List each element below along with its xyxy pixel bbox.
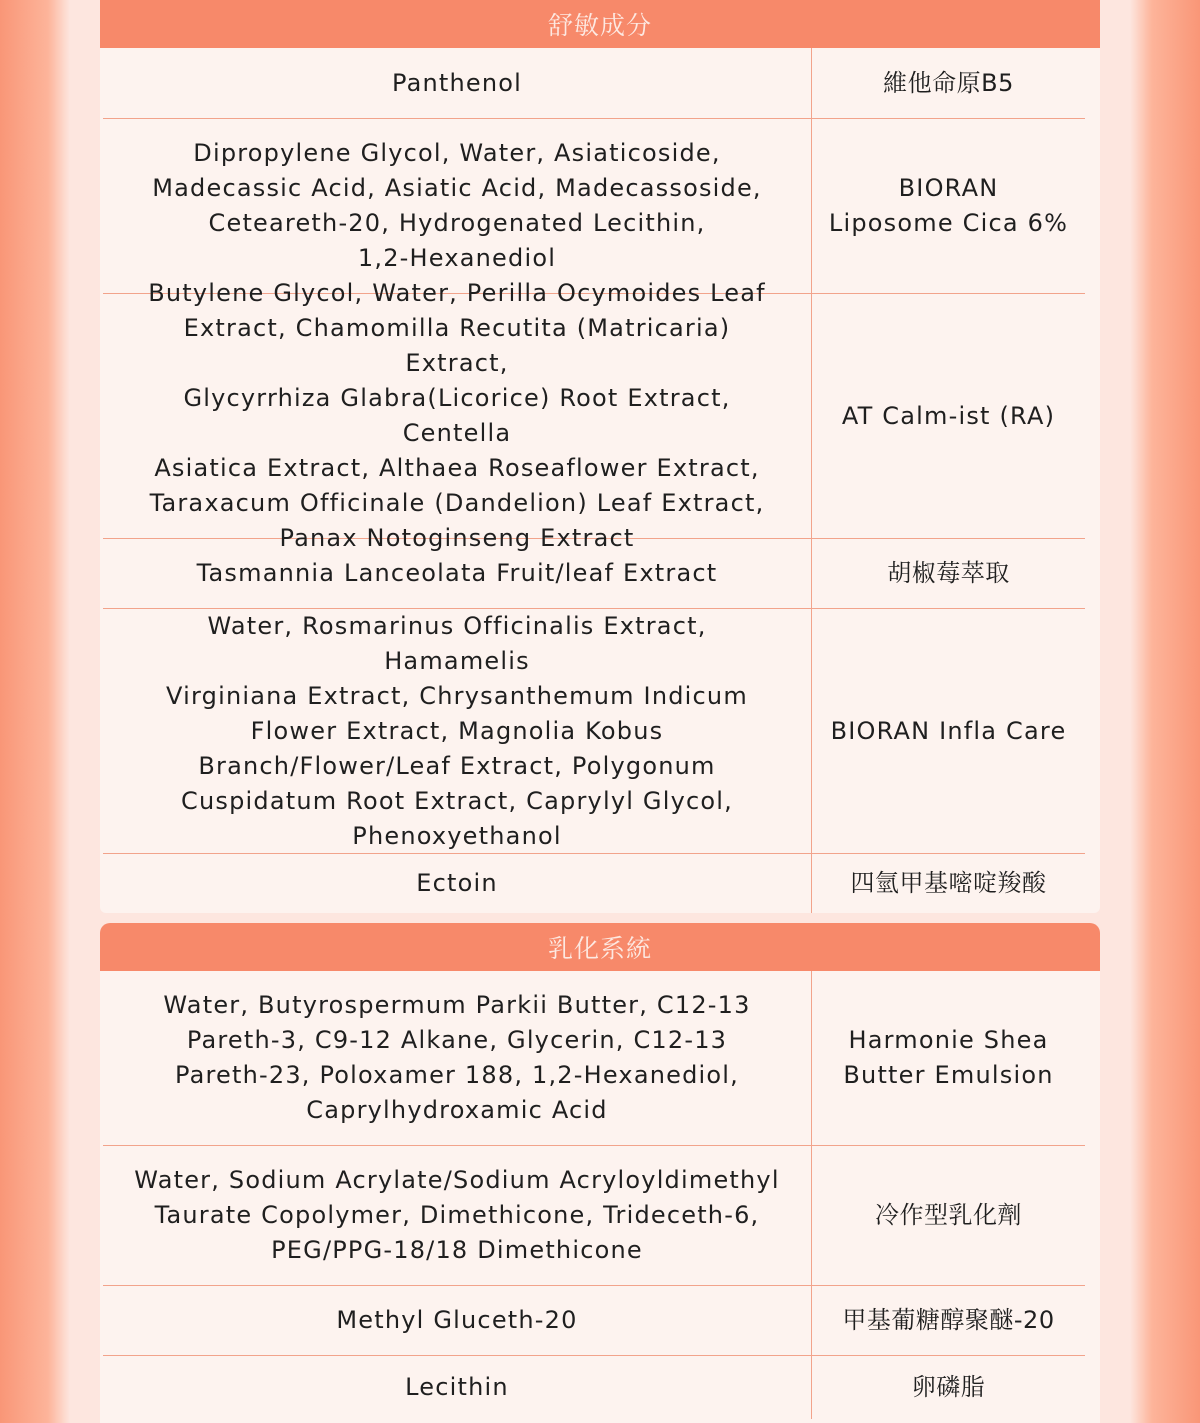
ingredient-name-cell: BIORAN Infla Care (811, 609, 1085, 853)
ingredient-name-cell: 維他命原B5 (811, 48, 1085, 118)
table-row (103, 279, 1085, 552)
ingredient-cell: Water, Sodium Acrylate/Sodium Acryloyldimethyl Taurate Copolymer, Dimethicone, Trideceth-6, PEG/PPG-18/18 Dimethicone (134, 1166, 780, 1264)
ingredient-name-cell: 冷作型乳化劑 (811, 1146, 1085, 1285)
table-row (103, 1356, 1085, 1419)
ingredient-name-cell: Harmonie Shea Butter Emulsion (811, 971, 1085, 1145)
table-row (103, 854, 1085, 913)
section-header-soothing: 舒敏成分 (100, 0, 1100, 48)
ingredient-cell: Butylene Glycol, Water, Perilla Ocymoides Leaf Extract, Chamomilla Recutita (Matricaria) Extract, Glycyrrhiza Glabra(Licorice) Root Extract, Centella Asiatica Extract, Althaea Roseaflower Extract, Taraxacum Officinale (Dandelion) Leaf Extract, Panax Notoginseng Extract (148, 279, 766, 552)
table-row (103, 971, 1085, 1146)
ingredient-cell: Ectoin (416, 869, 498, 897)
ingredient-cell: Water, Rosmarinus Officinalis Extract, Hamamelis Virginiana Extract, Chrysanthemum Indicum Flower Extract, Magnolia Kobus Branch/Flower/Leaf Extract, Polygonum Cuspidatum Root Extract, Caprylyl Glycol, Phenoxyethanol (166, 611, 748, 850)
ingredient-name-cell: 四氫甲基嘧啶羧酸 (811, 854, 1085, 913)
ingredient-cell: Lecithin (405, 1373, 509, 1401)
ingredient-cell: Water, Butyrospermum Parkii Butter, C12-13 Pareth-3, C9-12 Alkane, Glycerin, C12-13 Pareth-23, Poloxamer 188, 1,2-Hexanediol, Caprylhydroxamic Acid (163, 991, 751, 1124)
ingredient-name-cell: BIORAN Liposome Cica 6% (811, 119, 1085, 293)
table-row (103, 1286, 1085, 1356)
table-row (103, 609, 1085, 854)
table-row (103, 1146, 1085, 1286)
ingredient-name-cell: 甲基葡糖醇聚醚-20 (811, 1286, 1085, 1355)
section-header-emulsion: 乳化系統 (100, 923, 1100, 971)
ingredient-name-cell: 卵磷脂 (811, 1356, 1085, 1419)
ingredient-name-cell: 胡椒莓萃取 (811, 539, 1085, 608)
table-row (103, 48, 1085, 119)
ingredient-name-cell: AT Calm-ist (RA) (811, 294, 1085, 538)
ingredient-cell: Methyl Gluceth-20 (336, 1306, 578, 1334)
table-row (103, 119, 1085, 294)
ingredient-cell: Tasmannia Lanceolata Fruit/leaf Extract (196, 559, 718, 587)
table-row (103, 539, 1085, 609)
ingredient-cell: Panthenol (391, 68, 523, 97)
ingredient-cell: Dipropylene Glycol, Water, Asiaticoside, Madecassic Acid, Asiatic Acid, Madecassoside, Ceteareth-20, Hydrogenated Lecithin, 1,2-Hexanediol (152, 139, 762, 272)
